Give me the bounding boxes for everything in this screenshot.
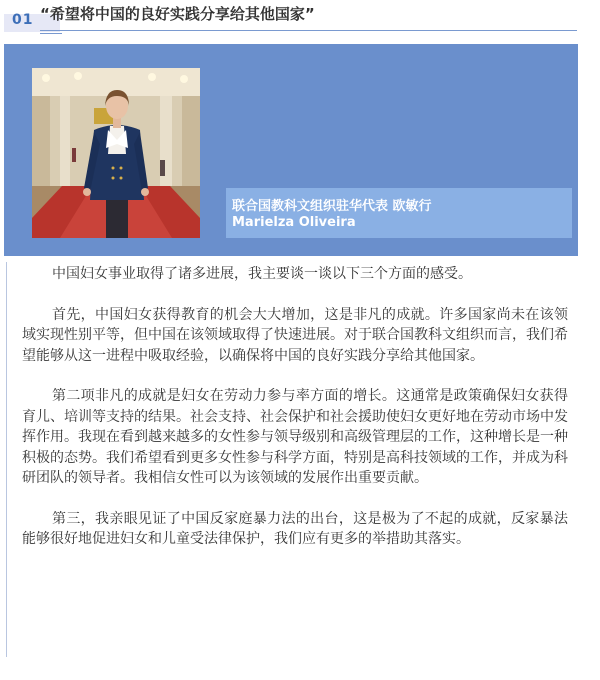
caption-name-english: Marielza Oliveira xyxy=(232,215,356,230)
section-header xyxy=(0,0,600,40)
caption-name-title: 联合国教科文组织驻华代表 欧敏行 xyxy=(232,199,432,214)
article-side-rule xyxy=(6,262,7,657)
portrait-photo xyxy=(32,68,200,238)
article-body xyxy=(22,264,568,570)
caption-box xyxy=(226,188,572,238)
paragraph-third-point: 第三，我亲眼见证了中国反家庭暴力法的出台，这是极为了不起的成就，反家暴法能够很好地促进妇女和儿童受法律保护，我们应有更多的举措助其落实。 xyxy=(22,510,568,547)
section-title: “希望将中国的良好实践分享给其他国家” xyxy=(40,5,315,23)
portrait-banner xyxy=(4,44,578,256)
header-divider xyxy=(40,30,577,31)
header-divider-accent xyxy=(40,33,62,34)
paragraph-second-point: 第二项非凡的成就是妇女在劳动力参与率方面的增长。这通常是政策确保妇女获得育儿、培训等支持的结果。社会支持、社会保护和社会援助使妇女更好地在劳动市场中发挥作用。我现在看到越来越多的女性参与领导级别和高级管理层的工作，这种增长是一种积极的态势。我们希望看到更多女性参与科学方面，特别是高科技领域的工作，并成为科研团队的领导者。我相信女性可以为该领域的发展作出重要贡献。 xyxy=(22,388,568,486)
paragraph-intro: 中国妇女事业取得了诸多进展，我主要谈一谈以下三个方面的感受。 xyxy=(52,266,472,282)
paragraph-first-point: 首先，中国妇女获得教育的机会大大增加，这是非凡的成就。许多国家尚未在该领域实现性别平等，但中国在该领域取得了快速进展。对于联合国教科文组织而言，我们希望能够从这一进程中吸取经验，以确保将中国的良好实践分享给其他国家。 xyxy=(22,306,568,364)
section-number: 01 xyxy=(12,12,34,28)
